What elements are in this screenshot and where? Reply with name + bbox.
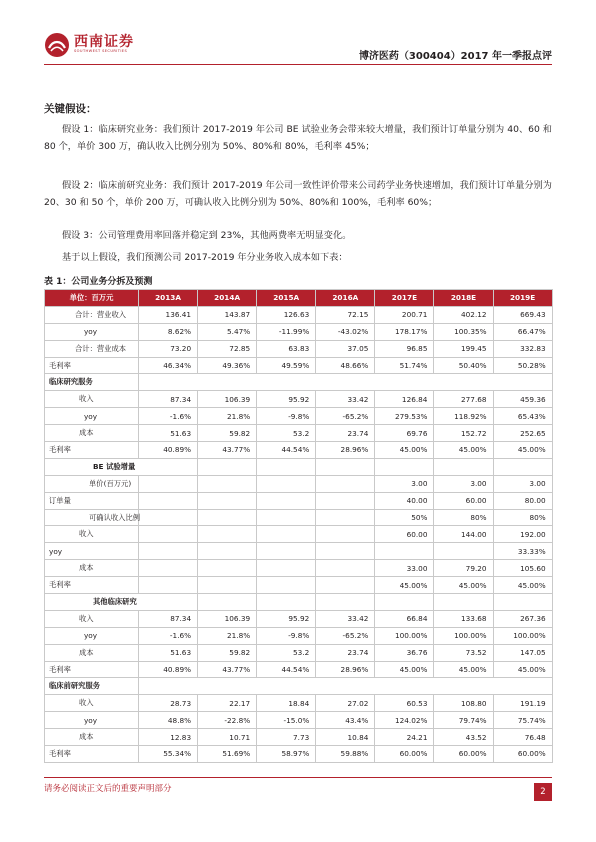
table-cell: -22.8%: [198, 712, 257, 729]
table-cell: 8.62%: [139, 323, 198, 340]
table-cell: 45.00%: [434, 577, 493, 594]
table-cell: [139, 577, 198, 594]
table-cell: 100.00%: [434, 627, 493, 644]
table-cell: 44.54%: [257, 442, 316, 459]
row-label: 合计：营业成本: [45, 340, 139, 357]
table-cell: 105.60: [493, 560, 552, 577]
table-cell: 199.45: [434, 340, 493, 357]
table-row: [45, 425, 553, 442]
table-cell: [434, 543, 493, 560]
row-label: yoy: [45, 408, 139, 425]
table-row: [45, 610, 553, 627]
table-cell: 43.52: [434, 729, 493, 746]
table-cell: 45.00%: [493, 442, 552, 459]
table-cell: [257, 458, 316, 475]
table-cell: 51.69%: [198, 746, 257, 763]
table-cell: -9.8%: [257, 627, 316, 644]
row-label: 收入: [45, 526, 139, 543]
table-cell: -9.8%: [257, 408, 316, 425]
table-cell: 5.47%: [198, 323, 257, 340]
table-row: [45, 475, 553, 492]
header-cell: 2016A: [316, 290, 375, 307]
table-cell: [198, 560, 257, 577]
table-cell: 18.84: [257, 695, 316, 712]
table-cell: 28.96%: [316, 442, 375, 459]
table-cell: 80%: [434, 509, 493, 526]
table-cell: 55.34%: [139, 746, 198, 763]
assumption-1: 假设 1：临床研究业务：我们预计 2017-2019 年公司 BE 试验业务会带来较大增量，我们预计订单量分别为 40、60 和 80 个，单价 300 万，确认收入比例分别为 50%、80%和 80%，毛利率 45%；: [44, 124, 552, 152]
table-cell: [316, 560, 375, 577]
table-row: [45, 408, 553, 425]
table-row: [45, 543, 553, 560]
table-row: [45, 560, 553, 577]
row-label: 毛利率: [45, 357, 139, 374]
table-cell: 33.33%: [493, 543, 552, 560]
table-cell: [198, 509, 257, 526]
header-cell: 2018E: [434, 290, 493, 307]
section-title: 关键假设：: [44, 103, 97, 115]
table-cell: [493, 594, 552, 611]
table-cell: 100.00%: [375, 627, 434, 644]
table-cell: [316, 594, 375, 611]
report-title: 博济医药（300404）2017 年一季报点评: [358, 51, 552, 62]
row-label: yoy: [45, 627, 139, 644]
section-label: 临床前研究服务: [45, 678, 139, 695]
table-cell: [257, 560, 316, 577]
table-cell: 76.48: [493, 729, 552, 746]
table-cell: 147.05: [493, 644, 552, 661]
table-row: [45, 357, 553, 374]
assumption-2: 假设 2：临床前研究业务：我们预计 2017-2019 年公司一致性评价带来公司药学业务快速增加，我们预计订单量分别为 20、30 和 50 个，单价 200 万，可确认收入比例分别为 50%、80%和 100%，毛利率 60%；: [44, 180, 552, 208]
row-label: yoy: [45, 543, 139, 560]
table-cell: 45.00%: [434, 661, 493, 678]
table-row: [45, 509, 553, 526]
row-label: 收入: [45, 695, 139, 712]
table-cell: 37.05: [316, 340, 375, 357]
table-cell: 43.77%: [198, 661, 257, 678]
table-cell: 60.00: [375, 526, 434, 543]
table-cell: 36.76: [375, 644, 434, 661]
logo-subtext: SOUTHWEST SECURITIES: [74, 49, 128, 53]
table-cell: 73.20: [139, 340, 198, 357]
table-cell: 28.96%: [316, 661, 375, 678]
subsection-label: BE 试验增量: [45, 458, 198, 475]
table-cell: 22.17: [198, 695, 257, 712]
table-cell: 60.00%: [493, 746, 552, 763]
table-cell: 60.00%: [434, 746, 493, 763]
table-cell: 80%: [493, 509, 552, 526]
table-cell: 45.00%: [493, 661, 552, 678]
table-cell: 40.89%: [139, 661, 198, 678]
footer-disclaimer: 请务必阅读正文后的重要声明部分: [44, 784, 172, 794]
table-row: [45, 661, 553, 678]
table-cell: 59.82: [198, 425, 257, 442]
row-label: 毛利率: [45, 442, 139, 459]
table-cell: 73.52: [434, 644, 493, 661]
table-row: [45, 678, 553, 695]
table-cell: 669.43: [493, 306, 552, 323]
table-row: [45, 729, 553, 746]
table-cell: 3.00: [434, 475, 493, 492]
table-cell: -65.2%: [316, 408, 375, 425]
table-cell: 49.36%: [198, 357, 257, 374]
table-cell: [375, 594, 434, 611]
table-cell: 108.80: [434, 695, 493, 712]
table-cell: 21.8%: [198, 408, 257, 425]
table-cell: [257, 526, 316, 543]
table-row: [45, 323, 553, 340]
table-row: [45, 340, 553, 357]
table-row: [45, 526, 553, 543]
row-label: 成本: [45, 729, 139, 746]
table-cell: 402.12: [434, 306, 493, 323]
table-cell: [316, 492, 375, 509]
table-cell: 60.00: [434, 492, 493, 509]
table-cell: 200.71: [375, 306, 434, 323]
table-cell: [375, 458, 434, 475]
logo-text: 西南证券: [74, 34, 134, 50]
table-cell: 87.34: [139, 391, 198, 408]
table-cell: 40.89%: [139, 442, 198, 459]
assumption-3: 假设 3：公司管理费用率回落并稳定到 23%，其他两费率无明显变化。: [62, 230, 352, 241]
table-cell: [139, 509, 198, 526]
table-cell: [139, 526, 198, 543]
table-cell: 133.68: [434, 610, 493, 627]
table-cell: [257, 475, 316, 492]
table-cell: [434, 594, 493, 611]
table-row: [45, 492, 553, 509]
table-cell: -43.02%: [316, 323, 375, 340]
table-row: [45, 458, 553, 475]
table-row: [45, 746, 553, 763]
table-cell: 45.00%: [375, 661, 434, 678]
table-row: [45, 695, 553, 712]
table-cell: [493, 458, 552, 475]
section-label: 临床研究服务: [45, 374, 139, 391]
table-cell: 33.42: [316, 610, 375, 627]
table-cell: 43.77%: [198, 442, 257, 459]
table-cell: 277.68: [434, 391, 493, 408]
page-number: 2: [534, 783, 552, 801]
logo-mark-icon: [44, 32, 70, 58]
table-cell: [316, 458, 375, 475]
row-label: 收入: [45, 391, 139, 408]
table-cell: 46.34%: [139, 357, 198, 374]
table-cell: 75.74%: [493, 712, 552, 729]
table-cell: [316, 577, 375, 594]
table-cell: 51.74%: [375, 357, 434, 374]
table-cell: 79.20: [434, 560, 493, 577]
table-cell: 69.76: [375, 425, 434, 442]
table-cell: [257, 577, 316, 594]
row-label: 毛利率: [45, 746, 139, 763]
table-cell: 143.87: [198, 306, 257, 323]
table-cell: 48.8%: [139, 712, 198, 729]
row-label: 订单量: [45, 492, 139, 509]
table-cell: [198, 543, 257, 560]
table-cell: [198, 492, 257, 509]
row-label: 可确认收入比例: [45, 509, 139, 526]
table-title: 表 1：公司业务分拆及预测: [44, 277, 153, 287]
table-cell: 45.00%: [375, 442, 434, 459]
table-cell: [375, 543, 434, 560]
table-cell: [257, 543, 316, 560]
table-cell: 106.39: [198, 610, 257, 627]
table-cell: 60.00%: [375, 746, 434, 763]
table-cell: 192.00: [493, 526, 552, 543]
table-cell: 95.92: [257, 391, 316, 408]
table-cell: [434, 458, 493, 475]
table-cell: 95.92: [257, 610, 316, 627]
table-cell: -15.0%: [257, 712, 316, 729]
business-forecast-table: [44, 289, 553, 763]
table-cell: 28.73: [139, 695, 198, 712]
table-cell: 10.84: [316, 729, 375, 746]
table-cell: 178.17%: [375, 323, 434, 340]
header-cell: 2017E: [375, 290, 434, 307]
table-cell: 72.85: [198, 340, 257, 357]
table-cell: 100.35%: [434, 323, 493, 340]
table-cell: 50.40%: [434, 357, 493, 374]
table-cell: 252.65: [493, 425, 552, 442]
table-cell: [316, 509, 375, 526]
table-cell: [139, 374, 553, 391]
table-cell: 27.02: [316, 695, 375, 712]
table-cell: 12.83: [139, 729, 198, 746]
table-row: [45, 577, 553, 594]
table-row: [45, 391, 553, 408]
table-cell: -1.6%: [139, 627, 198, 644]
row-label: 成本: [45, 425, 139, 442]
table-cell: 100.00%: [493, 627, 552, 644]
table-cell: 33.00: [375, 560, 434, 577]
table-cell: 126.63: [257, 306, 316, 323]
table-cell: 79.74%: [434, 712, 493, 729]
table-row: [45, 442, 553, 459]
table-cell: 45.00%: [375, 577, 434, 594]
table-cell: 51.63: [139, 644, 198, 661]
table-cell: 59.82: [198, 644, 257, 661]
table-cell: 66.84: [375, 610, 434, 627]
row-label: 毛利率: [45, 577, 139, 594]
table-row: [45, 627, 553, 644]
row-label: 单价(百万元): [45, 475, 139, 492]
row-label: 成本: [45, 560, 139, 577]
table-cell: [257, 594, 316, 611]
table-cell: [316, 543, 375, 560]
table-row: [45, 306, 553, 323]
table-cell: 44.54%: [257, 661, 316, 678]
table-cell: 40.00: [375, 492, 434, 509]
table-cell: [198, 594, 257, 611]
table-cell: 191.19: [493, 695, 552, 712]
table-cell: [316, 475, 375, 492]
table-cell: 43.4%: [316, 712, 375, 729]
table-cell: 48.66%: [316, 357, 375, 374]
table-cell: 23.74: [316, 644, 375, 661]
subsection-label: 其他临床研究: [45, 594, 198, 611]
table-cell: 152.72: [434, 425, 493, 442]
row-label: 成本: [45, 644, 139, 661]
table-cell: -1.6%: [139, 408, 198, 425]
table-cell: 24.21: [375, 729, 434, 746]
table-cell: 65.43%: [493, 408, 552, 425]
table-cell: 136.41: [139, 306, 198, 323]
table-cell: 126.84: [375, 391, 434, 408]
table-row: [45, 374, 553, 391]
table-cell: 49.59%: [257, 357, 316, 374]
table-cell: [257, 492, 316, 509]
table-cell: 72.15: [316, 306, 375, 323]
table-cell: 3.00: [375, 475, 434, 492]
table-cell: 144.00: [434, 526, 493, 543]
table-cell: [139, 678, 553, 695]
table-cell: 96.85: [375, 340, 434, 357]
table-cell: 87.34: [139, 610, 198, 627]
table-cell: 118.92%: [434, 408, 493, 425]
forecast-intro: 基于以上假设，我们预测公司 2017-2019 年分业务收入成本如下表：: [62, 252, 348, 263]
header-cell: 单位：百万元: [45, 290, 139, 307]
table-cell: 50%: [375, 509, 434, 526]
table-cell: 267.36: [493, 610, 552, 627]
table-row: [45, 712, 553, 729]
table-cell: 58.97%: [257, 746, 316, 763]
table-cell: [198, 475, 257, 492]
table-cell: 66.47%: [493, 323, 552, 340]
table-cell: 51.63: [139, 425, 198, 442]
table-cell: 45.00%: [434, 442, 493, 459]
table-cell: 53.2: [257, 425, 316, 442]
table-cell: [257, 509, 316, 526]
header-cell: 2014A: [198, 290, 257, 307]
header-divider: [44, 64, 552, 65]
row-label: yoy: [45, 323, 139, 340]
table-cell: 50.28%: [493, 357, 552, 374]
table-cell: 59.88%: [316, 746, 375, 763]
table-header-row: [45, 290, 553, 307]
table-cell: [139, 560, 198, 577]
header-cell: 2015A: [257, 290, 316, 307]
table-row: [45, 594, 553, 611]
table-cell: [139, 543, 198, 560]
table-cell: 45.00%: [493, 577, 552, 594]
row-label: 合计：营业收入: [45, 306, 139, 323]
table-cell: 124.02%: [375, 712, 434, 729]
table-cell: 63.83: [257, 340, 316, 357]
table-cell: [316, 526, 375, 543]
table-cell: [139, 475, 198, 492]
row-label: 收入: [45, 610, 139, 627]
header-cell: 2019E: [493, 290, 552, 307]
header-cell: 2013A: [139, 290, 198, 307]
table-cell: 7.73: [257, 729, 316, 746]
table-cell: 21.8%: [198, 627, 257, 644]
table-cell: 332.83: [493, 340, 552, 357]
table-cell: [198, 458, 257, 475]
table-cell: 23.74: [316, 425, 375, 442]
table-cell: 80.00: [493, 492, 552, 509]
table-cell: 33.42: [316, 391, 375, 408]
table-cell: [198, 577, 257, 594]
table-cell: 459.36: [493, 391, 552, 408]
page-header: [44, 30, 552, 64]
table-cell: 60.53: [375, 695, 434, 712]
table-cell: [139, 492, 198, 509]
row-label: 毛利率: [45, 661, 139, 678]
table-cell: [198, 526, 257, 543]
row-label: yoy: [45, 712, 139, 729]
table-cell: 10.71: [198, 729, 257, 746]
table-row: [45, 644, 553, 661]
table-cell: -11.99%: [257, 323, 316, 340]
table-cell: 53.2: [257, 644, 316, 661]
footer-divider: [44, 777, 552, 778]
table-cell: 106.39: [198, 391, 257, 408]
table-cell: 279.53%: [375, 408, 434, 425]
table-cell: -65.2%: [316, 627, 375, 644]
table-cell: 3.00: [493, 475, 552, 492]
